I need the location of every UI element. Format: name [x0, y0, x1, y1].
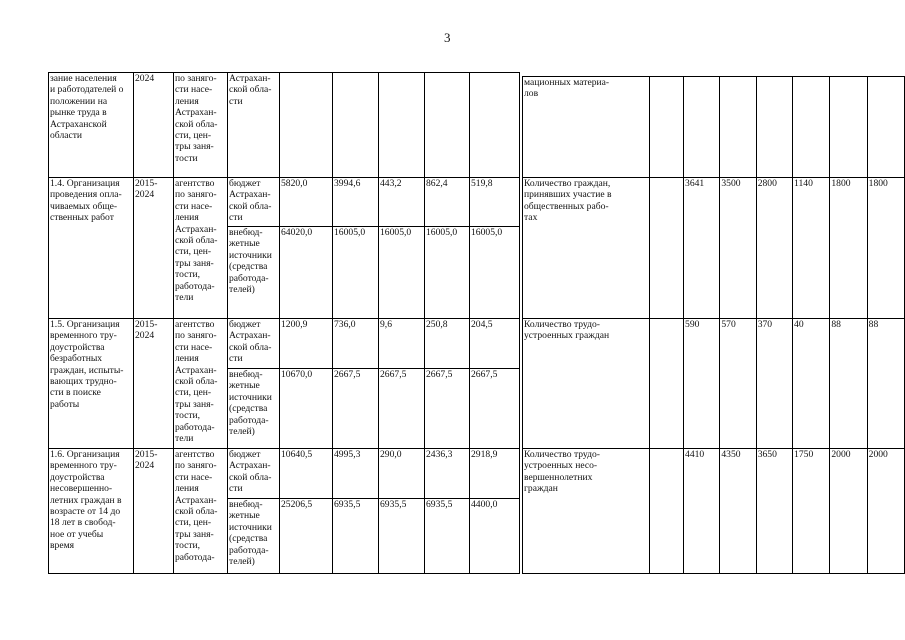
value-cell: 250,8 [425, 319, 470, 369]
target-cell: 3500 [720, 178, 756, 319]
target-cell: 3650 [756, 449, 792, 574]
activity-name: 1.4. Организация проведения опла- чиваемых обще- ственных работ [49, 178, 134, 319]
value-cell: 2667,5 [333, 369, 379, 449]
blank-cell [650, 449, 684, 574]
value-cell: 1200,9 [280, 319, 333, 369]
indicator-row [523, 178, 905, 319]
value-cell: 443,2 [379, 178, 425, 227]
value-cell: 16005,0 [379, 227, 425, 319]
target-cell: 4410 [684, 449, 720, 574]
target-cell [720, 77, 756, 178]
value-cell [379, 73, 425, 178]
indicator-name: Количество граждан, принявших участие в общественных рабо- тах [523, 178, 650, 319]
period-cell: 2024 [134, 73, 174, 178]
page-number: 3 [444, 30, 451, 45]
target-cell: 88 [867, 319, 904, 449]
source-cell: бюджет Астрахан- ской обла- сти [228, 319, 280, 369]
continuation-row [523, 77, 905, 178]
target-cell [867, 77, 904, 178]
indicator-row [523, 319, 905, 449]
source-cell: внебюд- жетные источники (средства работода- телей) [228, 227, 280, 319]
target-cell: 2000 [867, 449, 904, 574]
target-cell [684, 77, 720, 178]
table-row [49, 178, 520, 227]
value-cell: 16005,0 [425, 227, 470, 319]
indicator-name: мационных материа- лов [523, 77, 650, 178]
value-cell: 16005,0 [470, 227, 520, 319]
executor-cell: агентство по заняго- сти насе- ления Астрахан- ской обла- сти, цен- тры заня- тости, работода- [174, 449, 228, 574]
value-cell: 64020,0 [280, 227, 333, 319]
table-row [49, 449, 520, 499]
value-cell: 290,0 [379, 449, 425, 499]
target-cell: 1140 [793, 178, 830, 319]
value-cell: 2667,5 [379, 369, 425, 449]
value-cell: 9,6 [379, 319, 425, 369]
value-cell: 4400,0 [470, 499, 520, 574]
target-cell: 1800 [867, 178, 904, 319]
value-cell: 6935,5 [425, 499, 470, 574]
target-cell [830, 77, 867, 178]
source-cell: бюджет Астрахан- ской обла- сти [228, 178, 280, 227]
indicators-table [522, 76, 905, 574]
target-cell: 1800 [830, 178, 867, 319]
value-cell: 3994,6 [333, 178, 379, 227]
source-cell: внебюд- жетные источники (средства работода- телей) [228, 369, 280, 449]
target-cell: 2000 [830, 449, 867, 574]
continuation-row [49, 73, 520, 178]
value-cell: 2667,5 [470, 369, 520, 449]
value-cell: 204,5 [470, 319, 520, 369]
target-cell: 570 [720, 319, 756, 449]
target-cell: 2800 [756, 178, 792, 319]
value-cell: 519,8 [470, 178, 520, 227]
activity-name: зание населения и работодателей о положении на рынке труда в Астраханской области [49, 73, 134, 178]
value-cell: 736,0 [333, 319, 379, 369]
target-cell [793, 77, 830, 178]
source-cell: бюджет Астрахан- ской обла- сти [228, 449, 280, 499]
activity-name: 1.6. Организация временного тру- доустройства несовершенно- летних граждан в возрасте от 14 до 18 лет в свобод- ное от учебы время [49, 449, 134, 574]
target-cell: 1750 [793, 449, 830, 574]
target-cell: 40 [793, 319, 830, 449]
activity-name: 1.5. Организация временного тру- доустройства безработных граждан, испыты- вающих трудно- сти в поиске работы [49, 319, 134, 449]
value-cell [425, 73, 470, 178]
target-cell [756, 77, 792, 178]
financing-table [48, 72, 520, 574]
blank-cell [650, 319, 684, 449]
value-cell: 2918,9 [470, 449, 520, 499]
target-cell: 370 [756, 319, 792, 449]
value-cell [470, 73, 520, 178]
source-cell: внебюд- жетные источники (средства работода- телей) [228, 499, 280, 574]
value-cell: 10670,0 [280, 369, 333, 449]
indicator-name: Количество трудо- устроенных несо- вершеннолетних граждан [523, 449, 650, 574]
value-cell: 5820,0 [280, 178, 333, 227]
table-row [49, 319, 520, 369]
executor-cell: агентство по заняго- сти насе- ления Астрахан- ской обла- сти, цен- тры заня- тости, работода- тели [174, 319, 228, 449]
value-cell [280, 73, 333, 178]
value-cell: 2667,5 [425, 369, 470, 449]
period-cell: 2015- 2024 [134, 319, 174, 449]
indicator-row [523, 449, 905, 574]
value-cell [333, 73, 379, 178]
value-cell: 2436,3 [425, 449, 470, 499]
blank-cell [650, 178, 684, 319]
period-cell: 2015- 2024 [134, 178, 174, 319]
value-cell: 16005,0 [333, 227, 379, 319]
value-cell: 6935,5 [333, 499, 379, 574]
source-cell: Астрахан- ской обла- сти [228, 73, 280, 178]
value-cell: 6935,5 [379, 499, 425, 574]
target-cell: 88 [830, 319, 867, 449]
executor-cell: по заняго- сти насе- ления Астрахан- ской обла- сти, цен- тры заня- тости [174, 73, 228, 178]
target-cell: 3641 [684, 178, 720, 319]
indicator-name: Количество трудо- устроенных граждан [523, 319, 650, 449]
target-cell [650, 77, 684, 178]
value-cell: 4995,3 [333, 449, 379, 499]
target-cell: 4350 [720, 449, 756, 574]
value-cell: 862,4 [425, 178, 470, 227]
target-cell: 590 [684, 319, 720, 449]
value-cell: 10640,5 [280, 449, 333, 499]
executor-cell: агентство по заняго- сти насе- ления Астрахан- ской обла- сти, цен- тры заня- тости, работода- тели [174, 178, 228, 319]
value-cell: 25206,5 [280, 499, 333, 574]
period-cell: 2015- 2024 [134, 449, 174, 574]
